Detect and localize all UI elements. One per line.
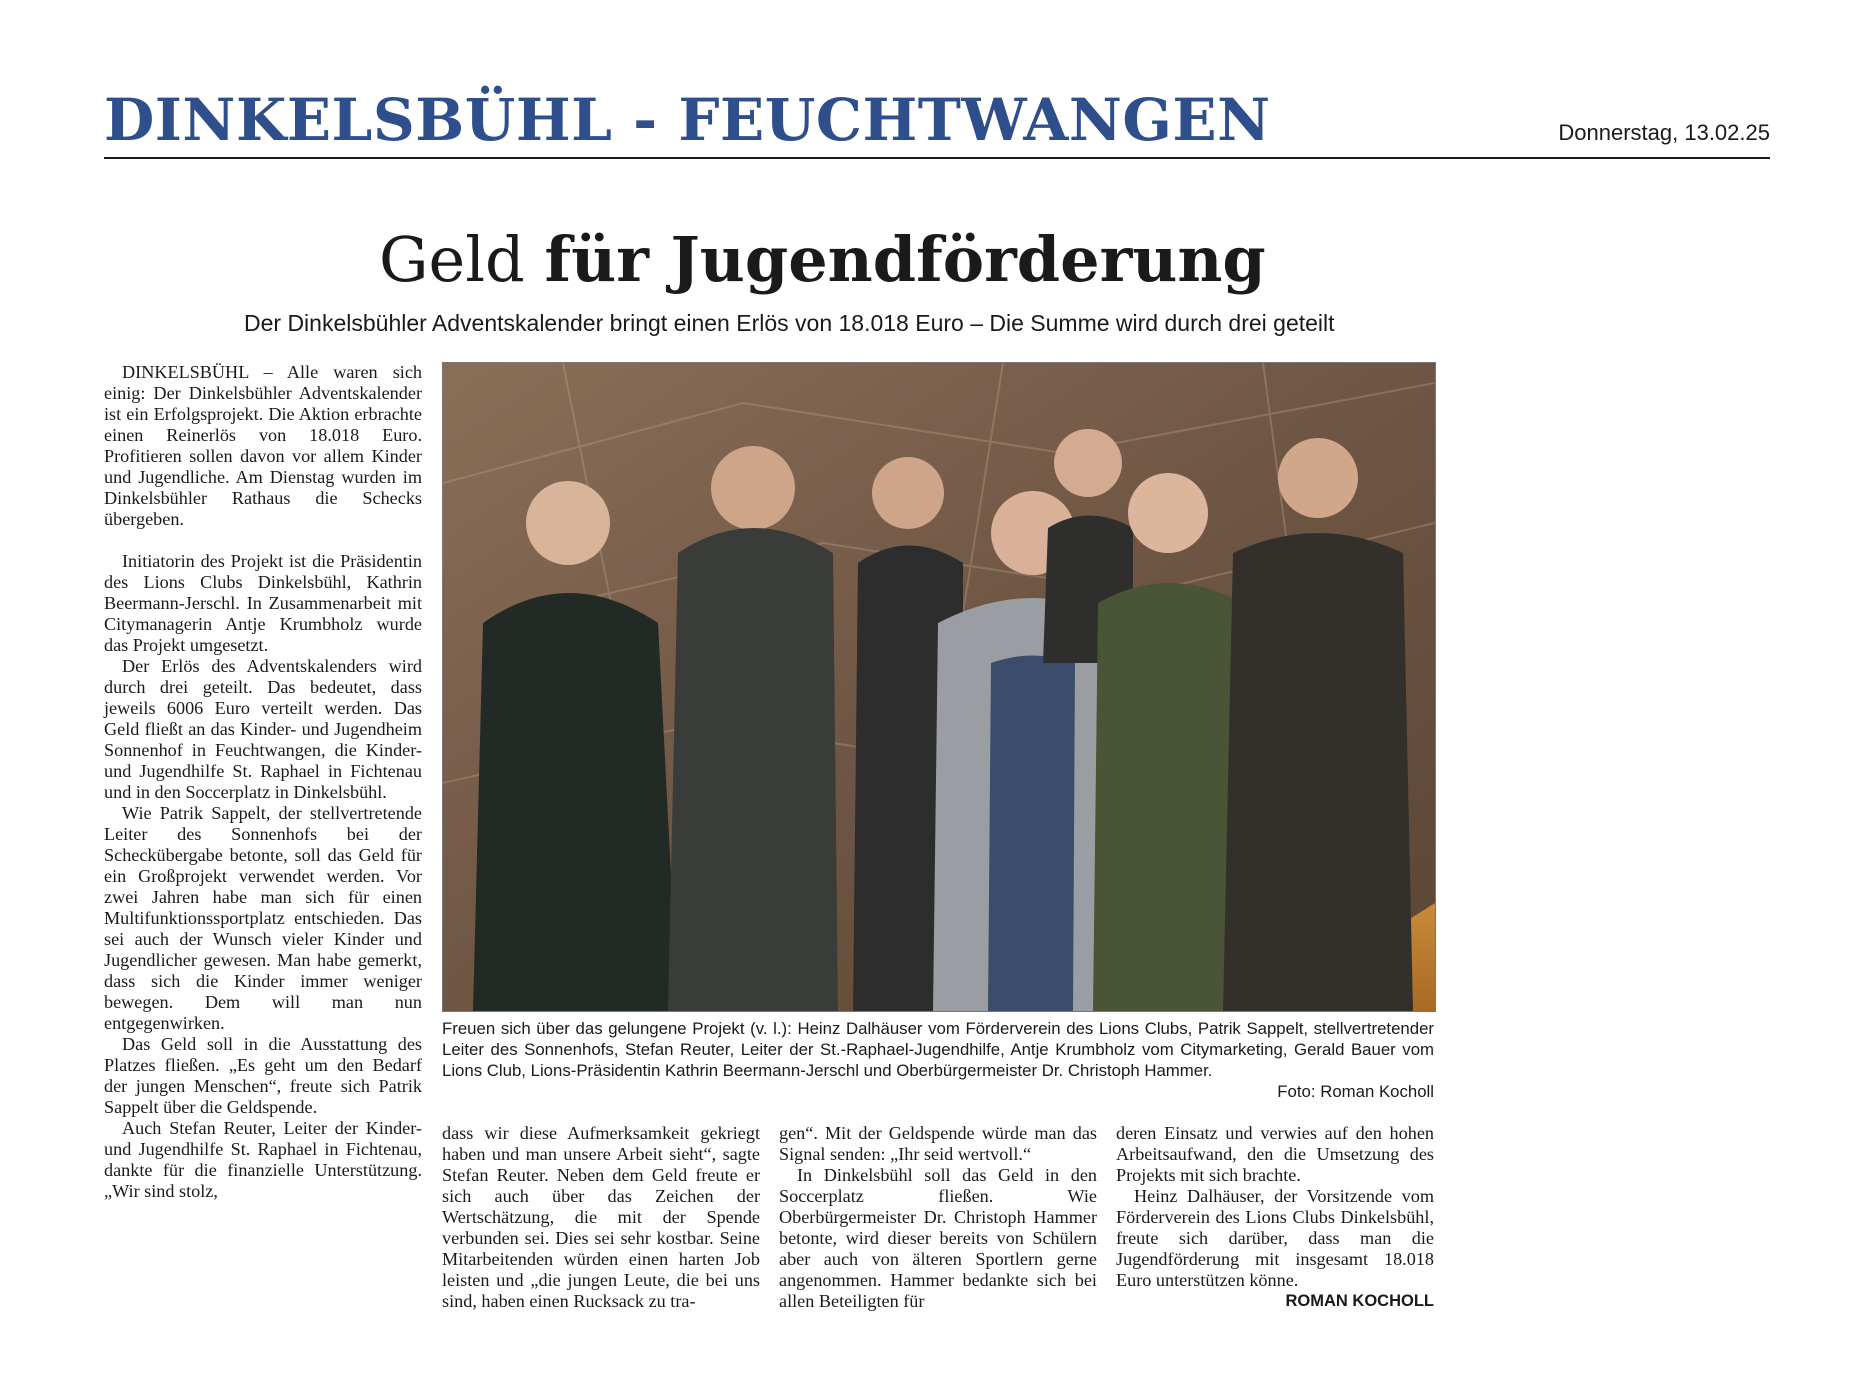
masthead-title: DINKELSBÜHL - FEUCHTWANGEN — [104, 86, 1271, 154]
masthead-rule — [104, 157, 1770, 159]
paragraph: Der Erlös des Adventskalenders wird durch drei geteilt. Das bedeutet, dass jeweils 6006 Euro verteilt werden. Das Geld fließt an das Kinder- und Jugendheim Sonnenhof in Feuchtwangen, die Kinder- und Jugendhilfe St. Raphael in Fichtenau und in den Soccerplatz in Dinkelsbühl. — [104, 656, 422, 802]
article-column-4 — [1116, 1123, 1434, 1312]
byline: ROMAN KOCHOLL — [1285, 1292, 1434, 1310]
article-column-3 — [779, 1123, 1097, 1312]
caption-text: Freuen sich über das gelungene Projekt (v. l.): Heinz Dalhäuser vom Förderverein des Lions Clubs, Patrik Sappelt, stellvertretender Leiter des Sonnenhofs, Stefan Reuter, Leiter der St.-Raphael-Jugendhilfe, Antje Krumbholz vom Citymarketing, Gerald Bauer vom Lions Club, Lions-Präsidentin Kathrin Beermann-Jerschl und Oberbürgermeister Dr. Christoph Hammer. — [442, 1019, 1434, 1080]
headline-light: Geld — [379, 223, 525, 296]
paragraph: Das Geld soll in die Ausstattung des Platzes fließen. „Es geht um den Bedarf der jungen Menschen“, freute sich Patrik Sappelt über die Geldspende. — [104, 1034, 422, 1117]
headline — [379, 222, 1266, 298]
group-photo-image — [443, 363, 1435, 1011]
paragraph: deren Einsatz und verwies auf den hohen Arbeitsaufwand, den die Umsetzung des Projekts mit sich brachte. — [1116, 1123, 1434, 1185]
article-column-1 — [104, 362, 422, 1202]
paragraph: Wie Patrik Sappelt, der stellvertretende Leiter des Sonnenhofs bei der Scheckübergabe betonte, soll das Geld für ein Großprojekt verwendet werden. Vor zwei Jahren habe man sich für einen Multifunktionssportplatz entschieden. Das sei auch der Wunsch vieler Kinder und Jugendlicher gewesen. Man habe gemerkt, dass sich die Kinder immer weniger bewegen. Dem will man nun entgegenwirken. — [104, 803, 422, 1033]
article-photo — [442, 362, 1436, 1012]
masthead-date: Donnerstag, 13.02.25 — [1558, 120, 1770, 145]
paragraph: In Dinkelsbühl soll das Geld in den Soccerplatz fließen. Wie Oberbürgermeister Dr. Christoph Hammer betonte, wird dieser bereits von Schülern aber auch von älteren Sportlern gerne angenommen. Hammer bedankte sich bei allen Beteiligten für — [779, 1165, 1097, 1311]
photo-caption — [442, 1018, 1434, 1102]
headline-bold: für Jugendförderung — [544, 223, 1266, 296]
paragraph: gen“. Mit der Geldspende würde man das Signal senden: „Ihr seid wertvoll.“ — [779, 1123, 1097, 1164]
photo-credit: Foto: Roman Kocholl — [1277, 1082, 1434, 1101]
article-column-2 — [442, 1123, 760, 1312]
paragraph: Initiatorin des Projekt ist die Präsidentin des Lions Clubs Dinkelsbühl, Kathrin Beermann-Jerschl. In Zusammenarbeit mit Citymanagerin Antje Krumbholz wurde das Projekt umgesetzt. — [104, 551, 422, 655]
subheadline: Der Dinkelsbühler Adventskalender bringt einen Erlös von 18.018 Euro – Die Summe wird durch drei geteilt — [244, 310, 1335, 336]
paragraph: DINKELSBÜHL – Alle waren sich einig: Der Dinkelsbühler Adventskalender ist ein Erfolgsprojekt. Die Aktion erbrachte einen Reinerlös von 18.018 Euro. Profitieren sollen davon vor allem Kinder und Jugendliche. Am Dienstag wurden im Dinkelsbühler Rathaus die Schecks übergeben. — [104, 362, 422, 529]
paragraph: dass wir diese Aufmerksamkeit gekriegt haben und man unsere Arbeit sieht“, sagte Stefan Reuter. Neben dem Geld freute er sich auch über das Zeichen der Wertschätzung, die mit der Spende verbunden sei. Dies sei sehr kostbar. Seine Mitarbeitenden würden einen harten Job leisten und „die jungen Leute, die bei uns sind, haben einen Rucksack zu tra- — [442, 1123, 760, 1311]
paragraph: Auch Stefan Reuter, Leiter der Kinder- und Jugendhilfe St. Raphael in Fichtenau, dankte für die finanzielle Unterstützung. „Wir sind stolz, — [104, 1118, 422, 1201]
paragraph: Heinz Dalhäuser, der Vorsitzende vom Förderverein des Lions Clubs Dinkelsbühl, freute sich darüber, dass man die Jugendförderung mit insgesamt 18.018 Euro unterstützen könne. — [1116, 1186, 1434, 1290]
